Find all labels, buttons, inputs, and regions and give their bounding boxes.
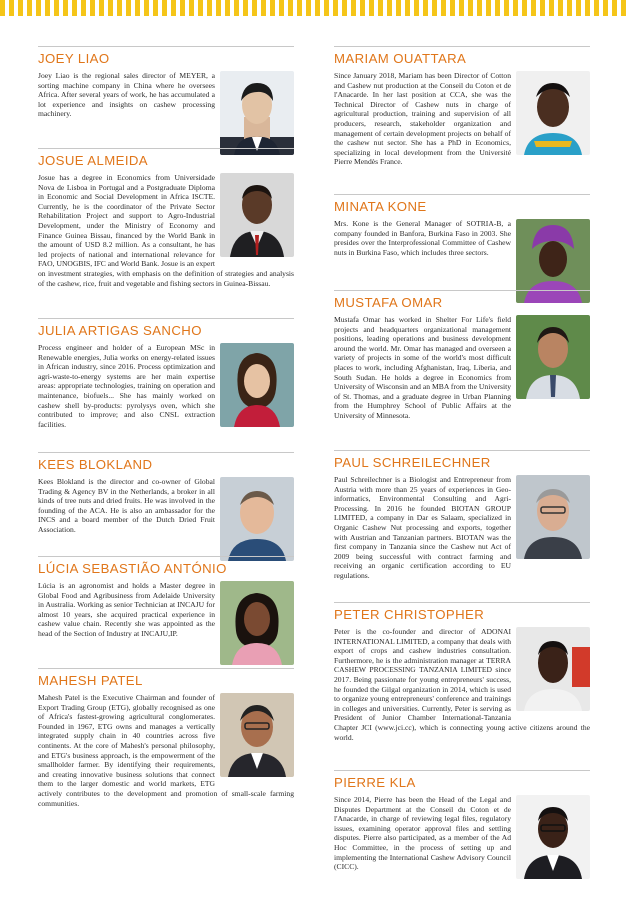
speaker-bio: Peter is the co-founder and director of ADONAI INTERNATIONAL LIMITED, a company that deals with export of crops and cashew industries consultation. Furthermore, he is the administration manager at TERRA CASHEW PROCESSING TANZANIA LIMITED since 2017. Being passionate for young entrepreneurs' success, he founded the Gilgal organization in 2014, which is used to organize young entrepreneurs' conference and trainings in colleges and universities. Currently, Peter is serving as President of Junior Chamber International-Tanzania Chapter JCI (www.jci.cc), which is connecting young active citizens around the world. — [334, 627, 590, 742]
speaker-photo — [220, 71, 294, 155]
left-column — [38, 46, 294, 808]
section-divider — [334, 602, 590, 603]
profile-julia-artigas-sancho — [38, 318, 294, 452]
section-divider — [334, 194, 590, 195]
right-column — [334, 46, 590, 882]
section-divider — [334, 450, 590, 451]
section-divider — [38, 46, 294, 47]
section-divider — [38, 318, 294, 319]
profile-paul-schreilechner — [334, 450, 590, 602]
section-divider — [38, 668, 294, 669]
speaker-name: PIERRE KLA — [334, 775, 416, 790]
speaker-photo — [516, 795, 590, 879]
speaker-bio: Josue has a degree in Economics from Universidade Nova de Lisboa in Portugal and a Postgraduate Diploma in Economic and Social Development in Africa ISCTE. Currently, he is the coordinator of the Private Sector Rehabilitation Project and support to Agro-Industrial Development, under the Ministry of Economy and Finance Guinea Bissau, financed by the World Bank in the amount of USD 8.2 million. As a consultant, he has led projects of national and international relevance for FAO, UNOGBIS, IFC and World Bank. Josue is an expert on investment strategies, with emphasis on the definition of strategies and analysis of the cashew, rice, fruit and vegetable and fishing sectors in Guinea-Bissau. — [38, 173, 294, 288]
profile-mariam-ouattara — [334, 46, 590, 194]
profile-joey-liao — [38, 46, 294, 148]
speaker-bio: Mahesh Patel is the Executive Chairman and founder of Export Trading Group (ETG), globally recognised as one of Africa's fastest-growing agricultural conglomerates. Founded in 1967, ETG owns and manages a vertically integrated supply chain in 40 countries across five continents. At the core of Mahesh's personal philosophy, and ETG's business approach, is the empowerment of the smallholder farmer. By identifying their requirements, and creating innovative business solutions that connect them to the larger domestic and world markets, ETG actively contributes to the development and promotion of small-scale farming communities. — [38, 693, 294, 808]
profile-josue-almeida — [38, 148, 294, 318]
profile-pierre-kla — [334, 770, 590, 872]
speaker-name: JOSUE ALMEIDA — [38, 153, 148, 168]
profile-peter-christopher — [334, 602, 590, 770]
speaker-bio: Lúcia is an agronomist and holds a Master degree in Global Food and Agribusiness from Adelaide University in Australia. Working as senior Technician at INCAJU for almost 10 years, she acquired practical experience in cashew value chain. Recently she was appointed as the head of the Section of Industry at INCAJU,IP. — [38, 581, 215, 638]
top-stripe-border — [0, 0, 628, 16]
speaker-bio: Process engineer and holder of a European MSc in Renewable energies, Julia works on energy-related issues in African industry, since 2016. Process optimization and agri-waste-to-energy systems are her main expertise areas: appropriate technologies, training on operation and maintenance, biofuels... She has mainly worked on cashew shell by-products: pyrolysys oven, which she contributed to improve; and also CNSL extraction facilities. — [38, 343, 215, 429]
speaker-photo — [220, 477, 294, 561]
speaker-bio: Since January 2018, Mariam has been Director of Cotton and Cashew nut production at the Conseil du Coton et de l'Anacarde. In her last position at CCA, she was the Technical Director of Cashew nuts in charge of agricultural production, training and supervision of all producers, research, stakeholder organization and management of certain development projects on behalf of the cashew nut sector. She has a PhD in Economics, specializing in local development from the Université Pierre Mendès France. — [334, 71, 511, 167]
speaker-bio: Mustafa Omar has worked in Shelter For Life's field projects and headquarters organizational management positions, leading operations and business development around the world. Mr. Omar has managed and overseen a variety of projects in some of the world's most difficult places to work, including Afghanistan, Iraq, Liberia, and South Sudan. He holds a degree in Economics from University of Wisconsin and an MBA from the University of St. Thomas, and a graduate degree in Urban Planning from the Humphrey School of Public Affairs at the University of Minnesota. — [334, 315, 511, 420]
speaker-photo — [516, 315, 590, 399]
speaker-name: MAHESH PATEL — [38, 673, 143, 688]
section-divider — [334, 46, 590, 47]
section-divider — [38, 556, 294, 557]
speaker-photo — [516, 71, 590, 155]
speaker-name: MARIAM OUATTARA — [334, 51, 467, 66]
speaker-name: MUSTAFA OMAR — [334, 295, 443, 310]
speaker-photo — [220, 581, 294, 665]
speaker-name: JOEY LIAO — [38, 51, 110, 66]
speaker-bio: Joey Liao is the regional sales director of MEYER, a sorting machine company in China where he oversees Africa. After several years of work, he has accumulated a lot experience and insights on cashew processing machinery. — [38, 71, 215, 119]
section-divider — [334, 290, 590, 291]
speaker-bio: Mrs. Kone is the General Manager of SOTRIA-B, a company founded in Banfora, Burkina Faso in 2003. She presides over the Interprofessional Committee of Cashew nuts in Burkina Faso, which includes three sectors. — [334, 219, 511, 257]
profile-minata-kone — [334, 194, 590, 290]
speaker-bio: Since 2014, Pierre has been the Head of the Legal and Disputes Department at the Conseil du Coton et de l'Anacarde, in charge of reviewing legal files, regulatory issues, examining operator approval files and settling disputes. Pierre also participated, as a member of the Ad Hoc Committee, in the process of setting up and implementing the International Cashew Advisory Council (CICC). — [334, 795, 511, 872]
profile-kees-blokland — [38, 452, 294, 556]
speaker-bio: Kees Blokland is the director and co-owner of Global Trading & Agency BV in the Netherlands, a broker in all kinds of tree nuts and dried fruits. He was involved in the founding of the ACA. He is also an ambassador for the INCS and a board member of the Dutch Dried Fruit Association. — [38, 477, 215, 534]
speaker-photo — [516, 475, 590, 559]
speaker-name: PAUL SCHREILECHNER — [334, 455, 491, 470]
speaker-name: LÚCIA SEBASTIÃO ANTÓNIO — [38, 561, 227, 576]
speaker-name: PETER CHRISTOPHER — [334, 607, 485, 622]
speaker-photo — [220, 173, 294, 257]
speaker-name: JULIA ARTIGAS SANCHO — [38, 323, 202, 338]
section-divider — [334, 770, 590, 771]
speaker-photo — [516, 627, 590, 711]
section-divider — [38, 148, 294, 149]
profile-lucia-sebastiao-antonio — [38, 556, 294, 668]
speaker-photo — [220, 693, 294, 777]
profile-mahesh-patel — [38, 668, 294, 808]
profile-mustafa-omar — [334, 290, 590, 450]
section-divider — [38, 452, 294, 453]
speaker-photo — [220, 343, 294, 427]
speaker-name: KEES BLOKLAND — [38, 457, 153, 472]
speaker-name: MINATA KONE — [334, 199, 427, 214]
speaker-bio: Paul Schreilechner is a Biologist and Entrepreneur from Austria with more than 25 years of experiences in Geo-informatics, Environmental Consulting and Agri-Processing. In 2016 he founded BIOTAN GROUP LIMITED, a company in Dar es Salaam, specialized in Organic Cashew Nut processing and exports, together with Austrian and Tanzanian partners. BIOTAN was the first company in Tanzania since the Cashew nut Act of 2009 being successful with contract farming and receiving an organic certification according to EU regulations. — [334, 475, 511, 580]
